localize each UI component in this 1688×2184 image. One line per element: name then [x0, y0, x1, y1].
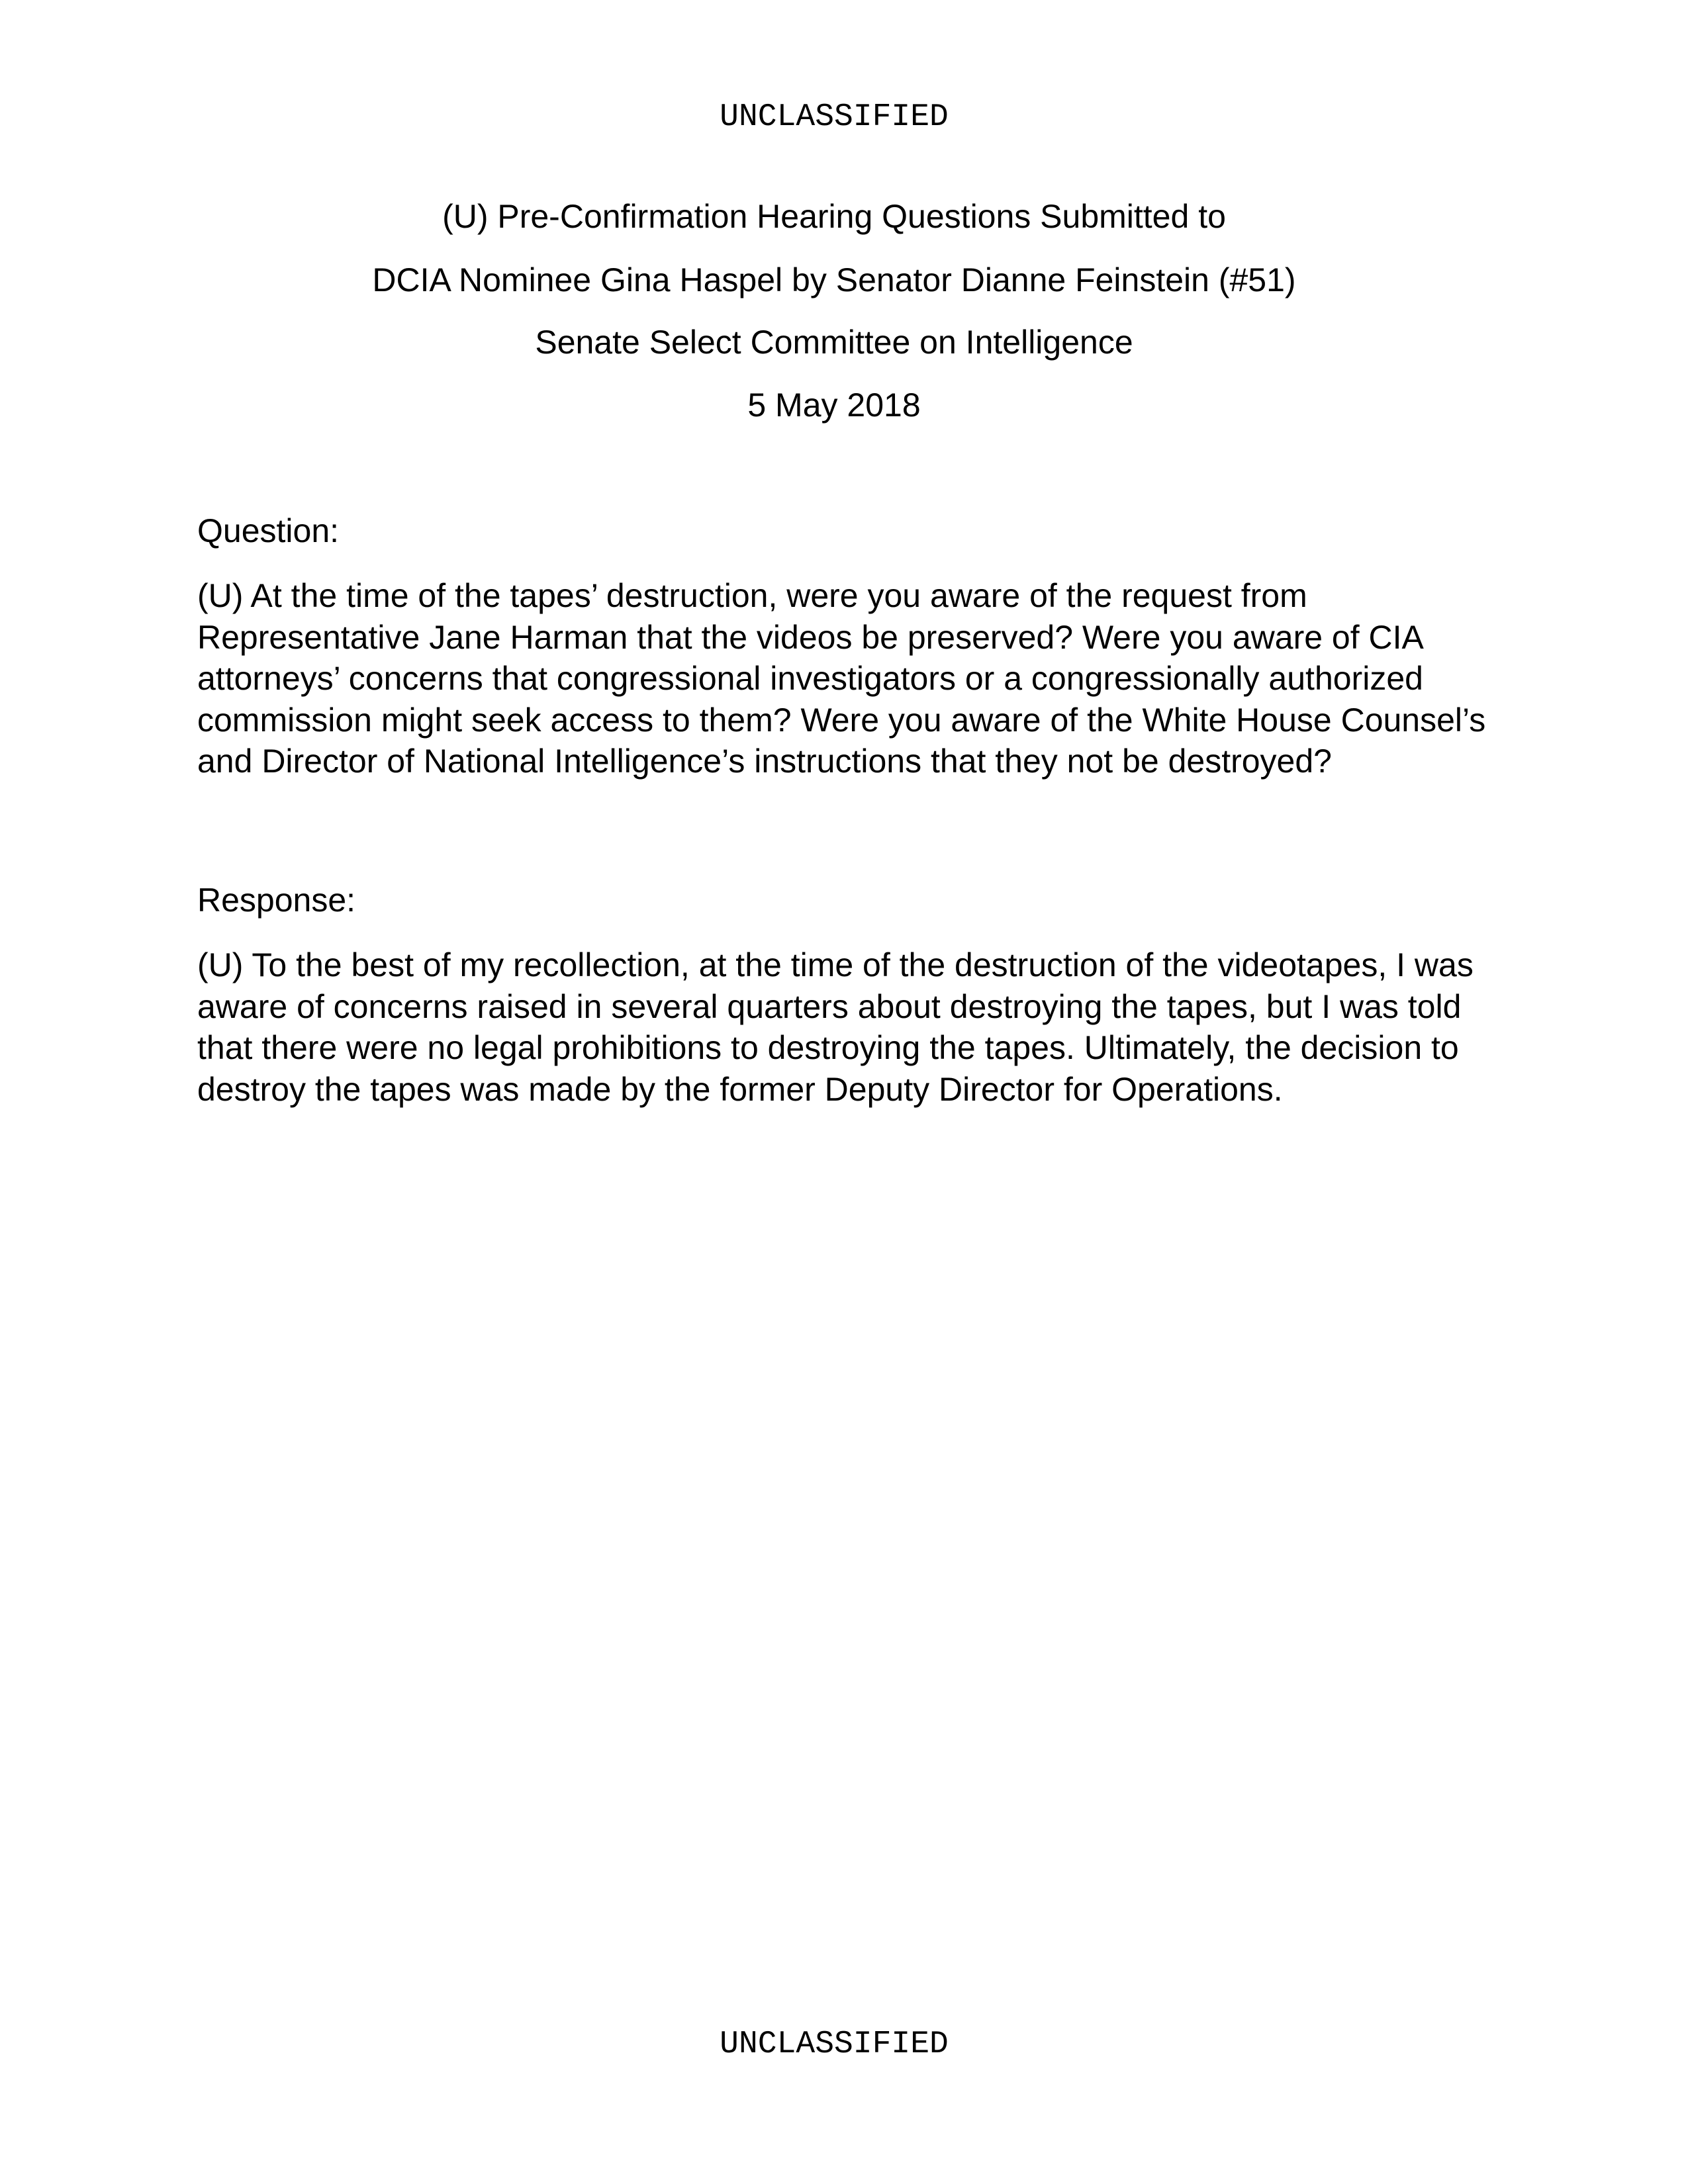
- classification-marking-bottom: UNCLASSIFIED: [720, 2026, 949, 2062]
- header-committee: Senate Select Committee on Intelligence: [535, 324, 1133, 361]
- response-line: destroy the tapes was made by the former Deputy Director for Operations.: [197, 1070, 1283, 1108]
- question-line: commission might seek access to them? Were you aware of the White House Counsel’s: [197, 701, 1486, 739]
- classification-marking-top: UNCLASSIFIED: [720, 99, 949, 135]
- header-date: 5 May 2018: [747, 387, 921, 424]
- question-line: attorneys’ concerns that congressional investigators or a congressionally authorized: [197, 660, 1423, 697]
- header-title: (U) Pre-Confirmation Hearing Questions Submitted to: [442, 198, 1226, 235]
- question-label: Question:: [197, 512, 340, 549]
- question-line: Representative Jane Harman that the videos be preserved? Were you aware of CIA: [197, 618, 1424, 656]
- response-line: aware of concerns raised in several quarters about destroying the tapes, but I was told: [197, 987, 1462, 1025]
- response-label: Response:: [197, 882, 356, 919]
- header-nominee: DCIA Nominee Gina Haspel by Senator Dianne Feinstein (#51): [372, 261, 1296, 298]
- question-line: (U) At the time of the tapes’ destruction, were you aware of the request from: [197, 577, 1307, 614]
- response-line: (U) To the best of my recollection, at the time of the destruction of the videotapes, I was: [197, 946, 1474, 983]
- question-line: and Director of National Intelligence’s instructions that they not be destroyed?: [197, 743, 1332, 780]
- response-line: that there were no legal prohibitions to destroying the tapes. Ultimately, the decision to: [197, 1029, 1459, 1066]
- question-text: [197, 575, 1485, 782]
- response-text: [197, 944, 1474, 1110]
